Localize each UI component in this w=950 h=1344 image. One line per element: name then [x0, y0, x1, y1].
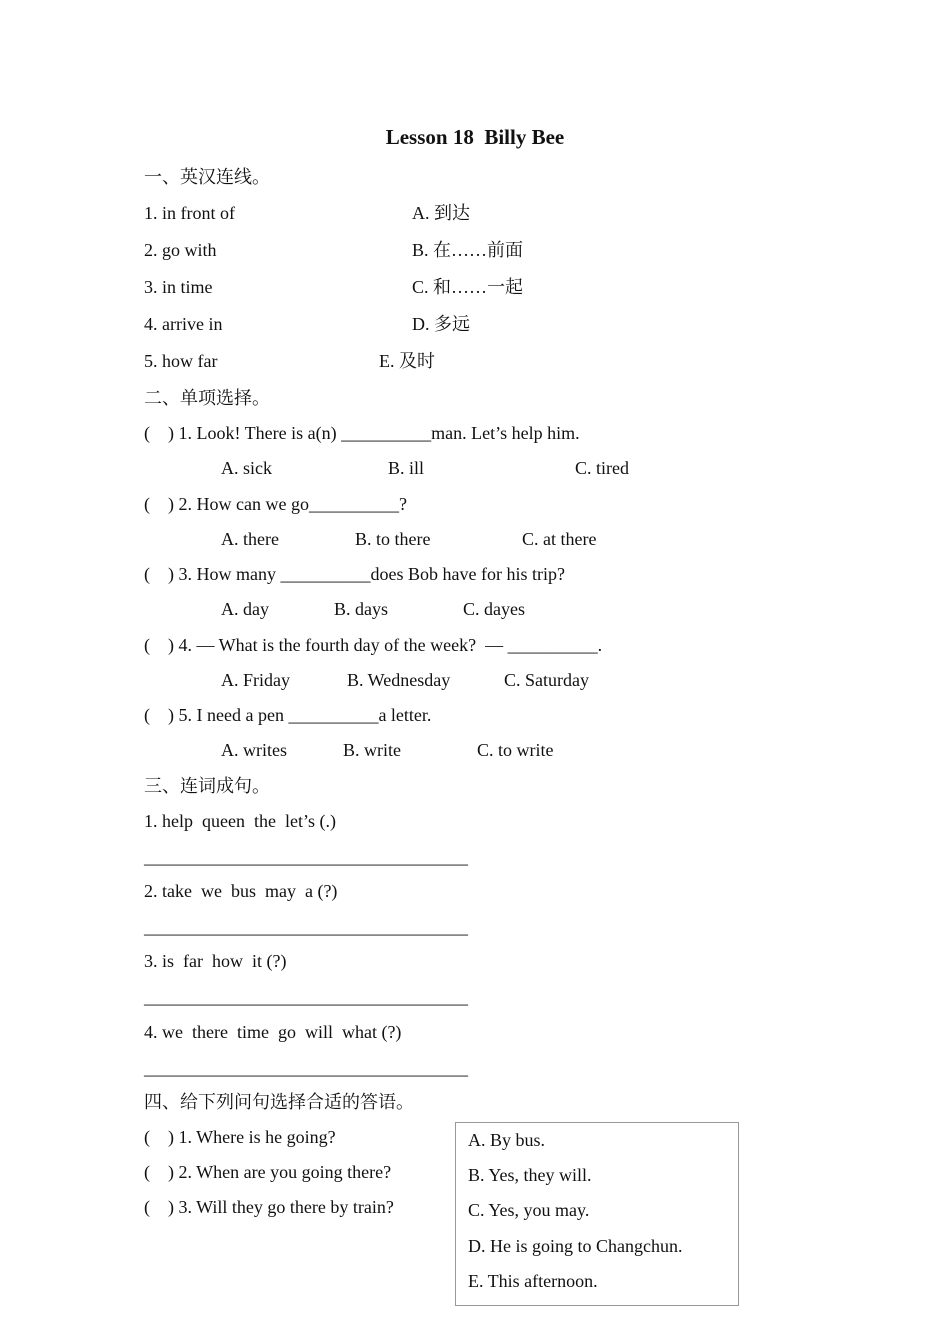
match-left-item: 4. arrive in — [144, 314, 223, 334]
mc-question: ( ) 4. — What is the fourth day of the week? — __________. — [144, 635, 603, 655]
mc-option: B. ill — [388, 458, 425, 478]
section3-heading: 三、连词成句。 — [144, 776, 270, 796]
mc-option: C. tired — [575, 458, 629, 478]
answer-line: ____________________________________ — [144, 987, 468, 1007]
mc-option: B. write — [343, 740, 401, 760]
answer-option: E. This afternoon. — [468, 1271, 598, 1291]
scramble-item: 4. we there time go will what (?) — [144, 1022, 402, 1042]
match-left-item: 3. in time — [144, 277, 213, 297]
answer-option: C. Yes, you may. — [468, 1200, 590, 1220]
match-right-item: B. 在……前面 — [412, 240, 524, 260]
answer-option: B. Yes, they will. — [468, 1165, 592, 1185]
match-left-item: 2. go with — [144, 240, 217, 260]
scramble-item: 2. take we bus may a (?) — [144, 881, 338, 901]
mc-option: A. Friday — [221, 670, 290, 690]
mc-option: A. day — [221, 599, 269, 619]
match-left-item: 1. in front of — [144, 203, 235, 223]
mc-option: C. at there — [522, 529, 597, 549]
mc-option: B. days — [334, 599, 388, 619]
section2-heading: 二、单项选择。 — [144, 388, 270, 408]
mc-option: C. Saturday — [504, 670, 589, 690]
mc-option: A. there — [221, 529, 279, 549]
match-right-item: A. 到达 — [412, 203, 470, 223]
answer-line: ____________________________________ — [144, 1058, 468, 1078]
mc-option: B. Wednesday — [347, 670, 451, 690]
answer-option: D. He is going to Changchun. — [468, 1236, 683, 1256]
mc-option: B. to there — [355, 529, 431, 549]
match-left-item: 5. how far — [144, 351, 218, 371]
mc-question: ( ) 5. I need a pen __________a letter. — [144, 705, 432, 725]
qa-question: ( ) 1. Where is he going? — [144, 1127, 336, 1147]
answer-option: A. By bus. — [468, 1130, 546, 1150]
mc-question: ( ) 3. How many __________does Bob have for his trip? — [144, 564, 565, 584]
mc-option: C. to write — [477, 740, 554, 760]
qa-question: ( ) 2. When are you going there? — [144, 1162, 392, 1182]
match-right-item: E. 及时 — [379, 351, 435, 371]
mc-question: ( ) 1. Look! There is a(n) __________man. Let’s help him. — [144, 423, 580, 443]
answer-line: ____________________________________ — [144, 917, 468, 937]
section1-heading: 一、英汉连线。 — [144, 167, 270, 187]
answer-line: ____________________________________ — [144, 847, 468, 867]
mc-option: A. writes — [221, 740, 287, 760]
mc-option: A. sick — [221, 458, 272, 478]
qa-question: ( ) 3. Will they go there by train? — [144, 1197, 394, 1217]
match-right-item: D. 多远 — [412, 314, 470, 334]
match-right-item: C. 和……一起 — [412, 277, 524, 297]
section4-heading: 四、给下列问句选择合适的答语。 — [144, 1092, 414, 1112]
scramble-item: 3. is far how it (?) — [144, 951, 287, 971]
mc-option: C. dayes — [463, 599, 525, 619]
mc-question: ( ) 2. How can we go__________? — [144, 494, 407, 514]
scramble-item: 1. help queen the let’s (.) — [144, 811, 336, 831]
page-title: Lesson 18 Billy Bee — [385, 125, 565, 149]
